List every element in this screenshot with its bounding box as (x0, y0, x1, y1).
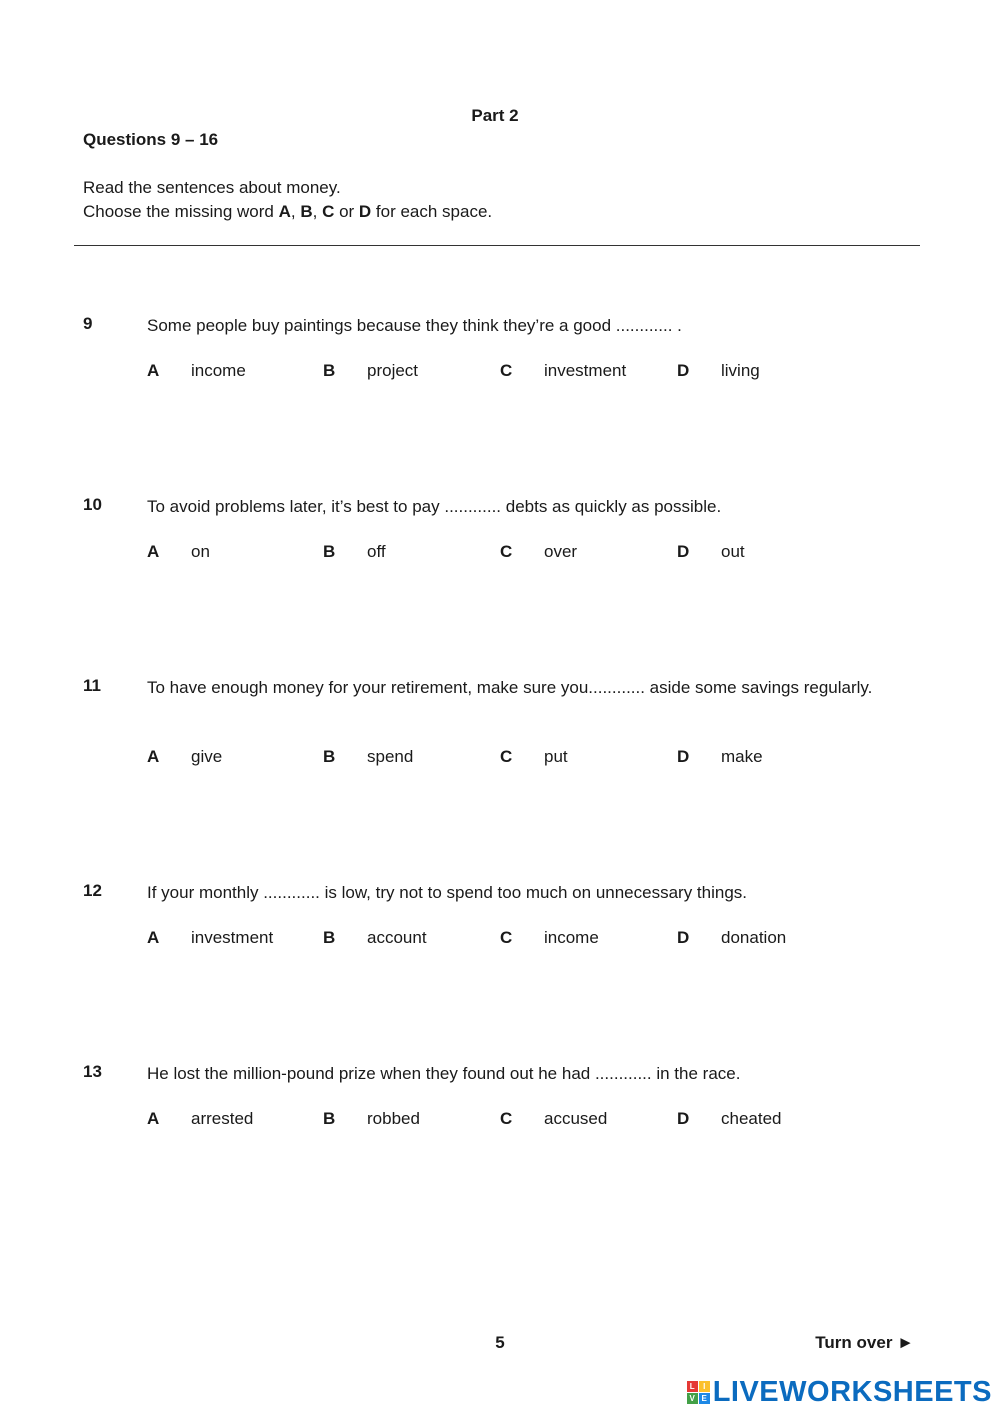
logo-mark-tile: L (687, 1381, 698, 1392)
question-number: 12 (83, 881, 102, 900)
question-text: Some people buy paintings because they think they’re a good ............ . (147, 316, 682, 335)
page-number: 5 (495, 1333, 505, 1352)
instruction-line-1: Read the sentences about money. (83, 178, 341, 197)
option-letter: D (677, 361, 690, 380)
option-word: project (367, 361, 419, 380)
logo-mark-tile: I (699, 1381, 710, 1392)
option-letter: A (147, 542, 160, 561)
option-word: living (721, 361, 760, 380)
logo-mark-tile: V (687, 1393, 698, 1404)
option-letter: D (677, 928, 690, 947)
logo-text: LIVEWORKSHEETS (712, 1376, 992, 1408)
option-word: income (191, 361, 246, 380)
option-letter: B (323, 361, 336, 380)
option-letter: A (147, 747, 160, 766)
option-word: accused (544, 1109, 608, 1128)
option-letter: B (323, 542, 336, 561)
questions-range: Questions 9 – 16 (83, 130, 219, 149)
instruction-text: , (312, 202, 323, 221)
option-letter: D (677, 1109, 690, 1128)
option-letter: A (147, 361, 160, 380)
option-letter: C (500, 747, 513, 766)
question-text: To have enough money for your retirement, make sure you............ aside some savings regularly. (147, 678, 873, 697)
instruction-text: or (334, 202, 359, 221)
option-letter: B (323, 1109, 336, 1128)
option-letter: C (500, 928, 513, 947)
instruction-line-2 (83, 200, 492, 224)
option-letter: B (323, 747, 336, 766)
instructions (83, 176, 492, 224)
instruction-letter-c: C (322, 202, 335, 221)
option-letter: A (147, 928, 160, 947)
instruction-text: for each space. (371, 202, 493, 221)
option-letter: D (677, 542, 690, 561)
instruction-text: , (290, 202, 301, 221)
option-word: out (721, 542, 745, 561)
part-title: Part 2 (471, 106, 519, 125)
option-letter: A (147, 1109, 160, 1128)
option-word: donation (721, 928, 787, 947)
divider (74, 245, 920, 246)
logo-mark-tile: E (699, 1393, 710, 1404)
option-word: on (191, 542, 210, 561)
option-letter: C (500, 542, 513, 561)
option-word: robbed (367, 1109, 420, 1128)
option-word: give (191, 747, 223, 766)
option-word: cheated (721, 1109, 782, 1128)
instruction-letter-a: A (278, 202, 291, 221)
liveworksheets-logo (687, 1376, 992, 1409)
option-word: income (544, 928, 599, 947)
question-text: If your monthly ............ is low, try not to spend too much on unnecessary things. (147, 883, 748, 902)
option-letter: D (677, 747, 690, 766)
question-number: 11 (83, 676, 101, 695)
option-word: make (721, 747, 763, 766)
option-letter: C (500, 361, 513, 380)
option-letter: B (323, 928, 336, 947)
question-text: To avoid problems later, it’s best to pay ............ debts as quickly as possible. (147, 497, 722, 516)
option-word: investment (544, 361, 627, 380)
option-word: account (367, 928, 427, 947)
logo-mark-icon (687, 1381, 710, 1404)
option-word: arrested (191, 1109, 254, 1128)
question-text: He lost the million-pound prize when they found out he had ............ in the race. (147, 1064, 741, 1083)
question-number: 13 (83, 1062, 102, 1081)
question-number: 9 (83, 314, 93, 333)
instruction-text: Choose the missing word (83, 202, 279, 221)
option-letter: C (500, 1109, 513, 1128)
option-word: off (367, 542, 386, 561)
instruction-letter-d: D (358, 202, 372, 221)
instruction-letter-b: B (300, 202, 313, 221)
question-number: 10 (83, 495, 102, 514)
option-word: investment (191, 928, 274, 947)
turn-over-label: Turn over ► (815, 1333, 914, 1352)
option-word: spend (367, 747, 414, 766)
option-word: put (544, 747, 568, 766)
option-word: over (544, 542, 578, 561)
